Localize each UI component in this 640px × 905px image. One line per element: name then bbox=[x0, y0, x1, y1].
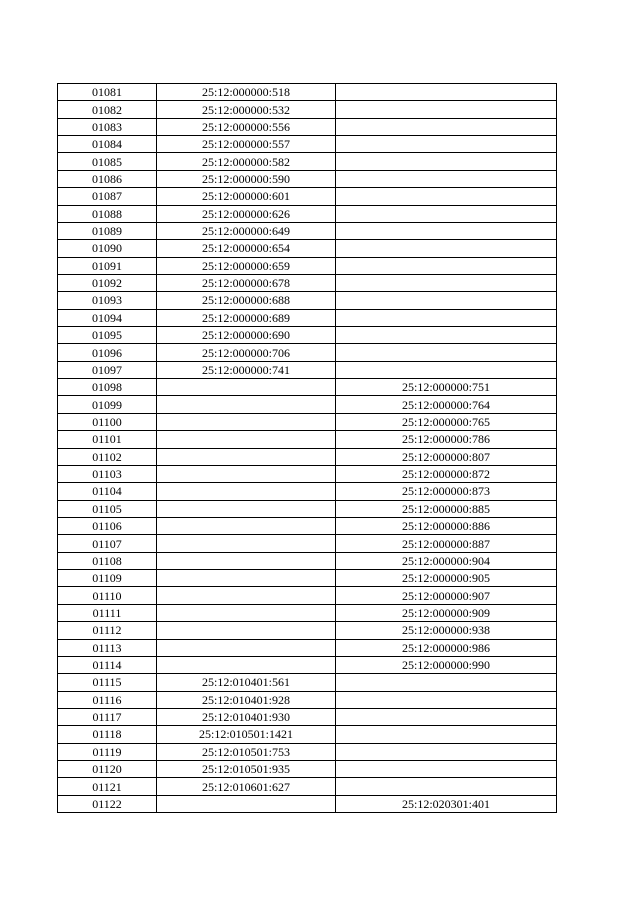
cadastral-number-alt-cell: 25:12:000000:872 bbox=[336, 465, 557, 482]
cadastral-number-cell: 25:12:010401:930 bbox=[157, 708, 336, 725]
table-row bbox=[58, 153, 557, 170]
table-row bbox=[58, 327, 557, 344]
cadastral-number-cell: 25:12:000000:590 bbox=[157, 170, 336, 187]
row-number-cell: 01093 bbox=[58, 292, 157, 309]
cadastral-number-cell: 25:12:000000:532 bbox=[157, 101, 336, 118]
cadastral-number-alt-cell bbox=[336, 708, 557, 725]
row-number-cell: 01087 bbox=[58, 188, 157, 205]
row-number-cell: 01103 bbox=[58, 465, 157, 482]
cadastral-number-alt-cell: 25:12:000000:765 bbox=[336, 413, 557, 430]
cadastral-number-cell: 25:12:000000:690 bbox=[157, 327, 336, 344]
cadastral-number-cell: 25:12:010501:935 bbox=[157, 761, 336, 778]
row-number-cell: 01107 bbox=[58, 535, 157, 552]
cadastral-number-cell: 25:12:010501:753 bbox=[157, 743, 336, 760]
cadastral-number-cell bbox=[157, 639, 336, 656]
row-number-cell: 01122 bbox=[58, 795, 157, 812]
cadastral-number-alt-cell bbox=[336, 292, 557, 309]
row-number-cell: 01115 bbox=[58, 674, 157, 691]
cadastral-number-cell: 25:12:010601:627 bbox=[157, 778, 336, 795]
cadastral-number-cell bbox=[157, 379, 336, 396]
cadastral-number-alt-cell bbox=[336, 691, 557, 708]
cadastral-number-cell: 25:12:010401:561 bbox=[157, 674, 336, 691]
cadastral-number-alt-cell bbox=[336, 257, 557, 274]
cadastral-number-cell: 25:12:000000:654 bbox=[157, 240, 336, 257]
cadastral-number-alt-cell: 25:12:000000:887 bbox=[336, 535, 557, 552]
table-row bbox=[58, 743, 557, 760]
cadastral-number-alt-cell bbox=[336, 778, 557, 795]
cadastral-number-cell: 25:12:010501:1421 bbox=[157, 726, 336, 743]
table-row bbox=[58, 483, 557, 500]
row-number-cell: 01084 bbox=[58, 136, 157, 153]
table-row bbox=[58, 448, 557, 465]
cadastral-number-alt-cell bbox=[336, 361, 557, 378]
cadastral-number-alt-cell: 25:12:000000:990 bbox=[336, 656, 557, 673]
table-row bbox=[58, 136, 557, 153]
cadastral-number-alt-cell: 25:12:000000:938 bbox=[336, 622, 557, 639]
cadastral-number-alt-cell bbox=[336, 674, 557, 691]
cadastral-number-cell bbox=[157, 552, 336, 569]
row-number-cell: 01119 bbox=[58, 743, 157, 760]
row-number-cell: 01091 bbox=[58, 257, 157, 274]
row-number-cell: 01117 bbox=[58, 708, 157, 725]
table-row bbox=[58, 674, 557, 691]
table-body bbox=[58, 84, 557, 813]
row-number-cell: 01112 bbox=[58, 622, 157, 639]
cadastral-number-alt-cell bbox=[336, 136, 557, 153]
row-number-cell: 01113 bbox=[58, 639, 157, 656]
table-row bbox=[58, 84, 557, 101]
cadastral-number-alt-cell: 25:12:000000:807 bbox=[336, 448, 557, 465]
table-row bbox=[58, 257, 557, 274]
cadastral-number-alt-cell: 25:12:000000:764 bbox=[336, 396, 557, 413]
table-row bbox=[58, 431, 557, 448]
cadastral-number-alt-cell bbox=[336, 327, 557, 344]
row-number-cell: 01097 bbox=[58, 361, 157, 378]
cadastral-number-alt-cell bbox=[336, 274, 557, 291]
table-row bbox=[58, 292, 557, 309]
table-row bbox=[58, 118, 557, 135]
table-row bbox=[58, 465, 557, 482]
table-row bbox=[58, 656, 557, 673]
cadastral-number-cell: 25:12:000000:556 bbox=[157, 118, 336, 135]
row-number-cell: 01081 bbox=[58, 84, 157, 101]
cadastral-number-cell: 25:12:000000:706 bbox=[157, 344, 336, 361]
row-number-cell: 01120 bbox=[58, 761, 157, 778]
row-number-cell: 01094 bbox=[58, 309, 157, 326]
cadastral-number-cell: 25:12:000000:582 bbox=[157, 153, 336, 170]
cadastral-number-cell: 25:12:000000:557 bbox=[157, 136, 336, 153]
cadastral-number-alt-cell: 25:12:000000:886 bbox=[336, 517, 557, 534]
row-number-cell: 01085 bbox=[58, 153, 157, 170]
table-row bbox=[58, 170, 557, 187]
row-number-cell: 01095 bbox=[58, 327, 157, 344]
row-number-cell: 01118 bbox=[58, 726, 157, 743]
cadastral-number-cell bbox=[157, 448, 336, 465]
cadastral-number-cell bbox=[157, 587, 336, 604]
cadastral-number-cell: 25:12:000000:626 bbox=[157, 205, 336, 222]
cadastral-number-cell: 25:12:000000:688 bbox=[157, 292, 336, 309]
row-number-cell: 01086 bbox=[58, 170, 157, 187]
cadastral-number-alt-cell: 25:12:000000:904 bbox=[336, 552, 557, 569]
row-number-cell: 01121 bbox=[58, 778, 157, 795]
cadastral-number-alt-cell bbox=[336, 761, 557, 778]
table-row bbox=[58, 205, 557, 222]
table-row bbox=[58, 309, 557, 326]
table-row bbox=[58, 101, 557, 118]
row-number-cell: 01090 bbox=[58, 240, 157, 257]
row-number-cell: 01104 bbox=[58, 483, 157, 500]
cadastral-number-alt-cell bbox=[336, 205, 557, 222]
cadastral-number-alt-cell: 25:12:000000:873 bbox=[336, 483, 557, 500]
cadastral-number-cell: 25:12:000000:741 bbox=[157, 361, 336, 378]
cadastral-number-alt-cell bbox=[336, 240, 557, 257]
table-row bbox=[58, 726, 557, 743]
table-row bbox=[58, 188, 557, 205]
cadastral-number-cell: 25:12:000000:659 bbox=[157, 257, 336, 274]
cadastral-number-cell bbox=[157, 604, 336, 621]
row-number-cell: 01102 bbox=[58, 448, 157, 465]
table-row bbox=[58, 604, 557, 621]
table-row bbox=[58, 274, 557, 291]
cadastral-number-cell: 25:12:000000:678 bbox=[157, 274, 336, 291]
cadastral-number-cell bbox=[157, 570, 336, 587]
cadastral-number-cell bbox=[157, 483, 336, 500]
table-row bbox=[58, 778, 557, 795]
table-row bbox=[58, 379, 557, 396]
row-number-cell: 01092 bbox=[58, 274, 157, 291]
table-row bbox=[58, 413, 557, 430]
table-row bbox=[58, 570, 557, 587]
table-row bbox=[58, 517, 557, 534]
row-number-cell: 01111 bbox=[58, 604, 157, 621]
cadastral-number-alt-cell bbox=[336, 344, 557, 361]
row-number-cell: 01088 bbox=[58, 205, 157, 222]
row-number-cell: 01100 bbox=[58, 413, 157, 430]
cadastral-number-alt-cell: 25:12:000000:751 bbox=[336, 379, 557, 396]
cadastral-number-cell bbox=[157, 656, 336, 673]
cadastral-number-alt-cell bbox=[336, 222, 557, 239]
cadastral-number-table bbox=[57, 83, 557, 813]
row-number-cell: 01089 bbox=[58, 222, 157, 239]
table-row bbox=[58, 761, 557, 778]
cadastral-number-alt-cell: 25:12:000000:905 bbox=[336, 570, 557, 587]
cadastral-number-cell bbox=[157, 431, 336, 448]
row-number-cell: 01109 bbox=[58, 570, 157, 587]
cadastral-number-cell: 25:12:000000:601 bbox=[157, 188, 336, 205]
row-number-cell: 01096 bbox=[58, 344, 157, 361]
cadastral-number-cell bbox=[157, 622, 336, 639]
cadastral-number-alt-cell: 25:12:020301:401 bbox=[336, 795, 557, 812]
cadastral-number-alt-cell bbox=[336, 743, 557, 760]
cadastral-number-cell bbox=[157, 465, 336, 482]
cadastral-number-cell: 25:12:010401:928 bbox=[157, 691, 336, 708]
row-number-cell: 01098 bbox=[58, 379, 157, 396]
table-row bbox=[58, 795, 557, 812]
table-row bbox=[58, 500, 557, 517]
cadastral-number-alt-cell: 25:12:000000:986 bbox=[336, 639, 557, 656]
table-row bbox=[58, 708, 557, 725]
row-number-cell: 01108 bbox=[58, 552, 157, 569]
table-row bbox=[58, 240, 557, 257]
cadastral-number-cell bbox=[157, 500, 336, 517]
cadastral-number-alt-cell bbox=[336, 188, 557, 205]
table-row bbox=[58, 691, 557, 708]
table-row bbox=[58, 552, 557, 569]
cadastral-number-alt-cell bbox=[336, 309, 557, 326]
row-number-cell: 01101 bbox=[58, 431, 157, 448]
cadastral-number-alt-cell bbox=[336, 118, 557, 135]
cadastral-number-cell bbox=[157, 413, 336, 430]
table-row bbox=[58, 222, 557, 239]
row-number-cell: 01110 bbox=[58, 587, 157, 604]
cadastral-number-alt-cell bbox=[336, 170, 557, 187]
cadastral-number-alt-cell bbox=[336, 101, 557, 118]
cadastral-number-alt-cell: 25:12:000000:907 bbox=[336, 587, 557, 604]
table-row bbox=[58, 639, 557, 656]
cadastral-number-alt-cell: 25:12:000000:885 bbox=[336, 500, 557, 517]
table-row bbox=[58, 622, 557, 639]
table-row bbox=[58, 535, 557, 552]
cadastral-number-cell bbox=[157, 795, 336, 812]
row-number-cell: 01083 bbox=[58, 118, 157, 135]
cadastral-number-alt-cell: 25:12:000000:909 bbox=[336, 604, 557, 621]
row-number-cell: 01106 bbox=[58, 517, 157, 534]
table-row bbox=[58, 396, 557, 413]
cadastral-number-alt-cell bbox=[336, 726, 557, 743]
cadastral-number-alt-cell bbox=[336, 84, 557, 101]
cadastral-number-cell bbox=[157, 396, 336, 413]
cadastral-number-cell: 25:12:000000:649 bbox=[157, 222, 336, 239]
cadastral-number-cell bbox=[157, 535, 336, 552]
table-row bbox=[58, 587, 557, 604]
cadastral-number-cell bbox=[157, 517, 336, 534]
cadastral-number-cell: 25:12:000000:689 bbox=[157, 309, 336, 326]
row-number-cell: 01099 bbox=[58, 396, 157, 413]
cadastral-number-alt-cell bbox=[336, 153, 557, 170]
row-number-cell: 01116 bbox=[58, 691, 157, 708]
cadastral-number-alt-cell: 25:12:000000:786 bbox=[336, 431, 557, 448]
row-number-cell: 01114 bbox=[58, 656, 157, 673]
row-number-cell: 01105 bbox=[58, 500, 157, 517]
cadastral-number-cell: 25:12:000000:518 bbox=[157, 84, 336, 101]
row-number-cell: 01082 bbox=[58, 101, 157, 118]
table-row bbox=[58, 344, 557, 361]
table-row bbox=[58, 361, 557, 378]
